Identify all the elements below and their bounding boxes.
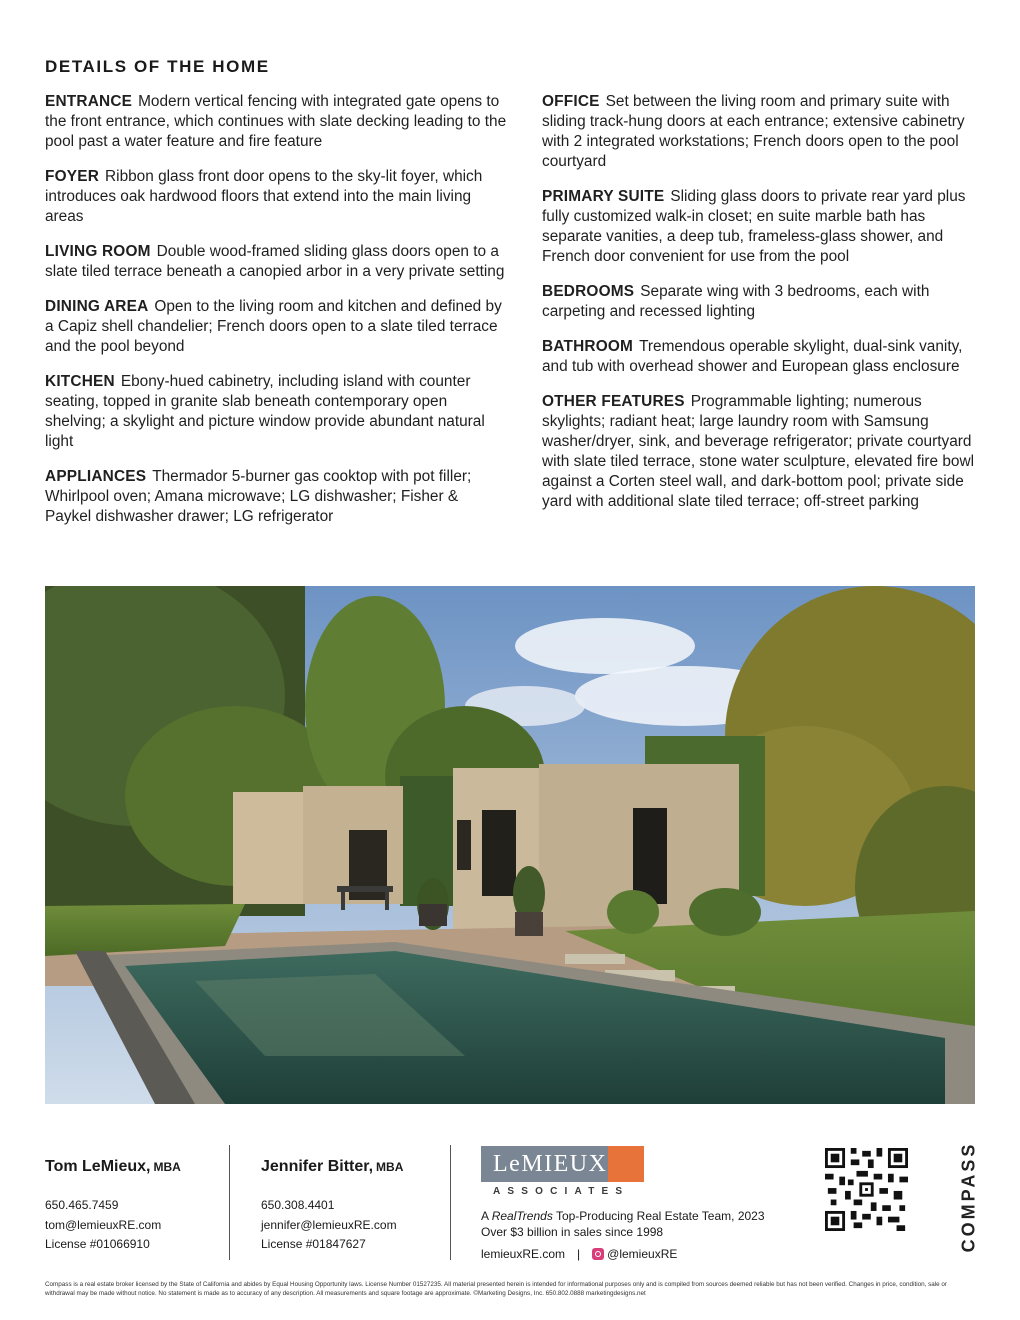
- detail-text: Sliding glass doors to private rear yard plus fully customized walk-in closet; en suite marble bath has separate vanities, a deep tub, frameless-glass shower, and French door convenient for use from the pool: [542, 188, 966, 265]
- detail-label: DINING AREA: [45, 298, 149, 315]
- instagram-icon: [592, 1248, 604, 1260]
- detail-other-features: [542, 392, 982, 512]
- agent-tom-lemieux: [45, 1158, 181, 1255]
- lemieux-associates-logo: [481, 1146, 644, 1197]
- logo-subtitle: ASSOCIATES: [493, 1186, 630, 1197]
- detail-text: Ribbon glass front door opens to the sky-lit foyer, which introduces oak hardwood floors that extend into the main living areas: [45, 168, 483, 225]
- logo-word: LeMIEUX: [493, 1151, 608, 1177]
- detail-text: Thermador 5-burner gas cooktop with pot filler; Whirlpool oven; Amana microwave; LG dishwasher; Fisher & Paykel dishwasher drawer; LG refrigerator: [45, 468, 472, 525]
- agent-name-text: Tom LeMieux,: [45, 1158, 151, 1175]
- tagline-realtrends: RealTrends: [491, 1209, 553, 1223]
- tagline-sales: Over $3 billion in sales since 1998: [481, 1225, 664, 1239]
- detail-office: [542, 92, 982, 172]
- detail-bathroom: [542, 337, 982, 377]
- detail-text: Separate wing with 3 bedrooms, each with carpeting and recessed lighting: [542, 283, 930, 320]
- agent-license: License #01847627: [261, 1237, 366, 1251]
- instagram-link[interactable]: @lemieuxRE: [607, 1247, 678, 1261]
- agent-title: MBA: [376, 1160, 404, 1174]
- home-pool-photo: [45, 586, 975, 1104]
- detail-text: Set between the living room and primary suite with sliding track-hung doors at each entrance; extensive cabinetry with 2 integrated workstations; French doors open to the pool courtyard: [542, 93, 965, 170]
- tagline-rest: Top-Producing Real Estate Team, 2023: [552, 1209, 765, 1223]
- detail-dining-area: [45, 297, 507, 357]
- detail-label: BEDROOMS: [542, 283, 635, 300]
- detail-label: PRIMARY SUITE: [542, 188, 665, 205]
- detail-text: Programmable lighting; numerous skylights; radiant heat; large laundry room with Samsung washer/dryer, sink, and beverage refrigerator; private courtyard with slate tiled terrace, stone water sculpture, elevated fire bowl against a Corten steel wall, and dark-bottom pool; private side yard with additional slate tiled terrace; off-street parking: [542, 393, 975, 510]
- compass-wordmark: COMPASS: [958, 1141, 979, 1253]
- agent-license: License #01066910: [45, 1237, 150, 1251]
- detail-text: Open to the living room and kitchen and defined by a Capiz shell chandelier; French doors open to a slate tiled terrace and the pool beyond: [45, 298, 502, 355]
- detail-label: BATHROOM: [542, 338, 634, 355]
- agent-email[interactable]: jennifer@lemieuxRE.com: [261, 1217, 397, 1232]
- detail-appliances: [45, 467, 507, 527]
- detail-text: Ebony-hued cabinetry, including island with counter seating, topped in granite slab beneath contemporary open shelving; a skylight and picture window provide abundant natural light: [45, 373, 485, 450]
- tagline-prefix: A: [481, 1209, 492, 1223]
- home-pool-illustration: [45, 586, 975, 1104]
- detail-living-room: [45, 242, 507, 282]
- detail-entrance: [45, 92, 507, 152]
- agent-phone[interactable]: 650.465.7459: [45, 1198, 119, 1212]
- detail-label: FOYER: [45, 168, 100, 185]
- detail-label: OTHER FEATURES: [542, 393, 685, 410]
- detail-label: OFFICE: [542, 93, 600, 110]
- detail-text: Modern vertical fencing with integrated gate opens to the front entrance, which continues with slate decking leading to the pool past a water feature and fire feature: [45, 93, 507, 150]
- logo-box: [481, 1146, 644, 1182]
- team-tagline: [481, 1208, 765, 1240]
- detail-text: Tremendous operable skylight, dual-sink vanity, and tub with overhead shower and European glass enclosure: [542, 338, 963, 375]
- detail-label: APPLIANCES: [45, 468, 147, 485]
- details-left-column: [45, 92, 507, 542]
- website-link[interactable]: lemieuxRE.com: [481, 1247, 566, 1261]
- link-separator: |: [577, 1247, 581, 1261]
- legal-disclaimer: Compass is a real estate broker licensed by the State of California and abides by Equal Housing Opportunity laws. License Number 01527235. All material presented herein is intended for informational purposes only and is compiled from sources deemed reliable but has not been verified. Changes in price, condition, sale or withdrawal may be made without notice. No statement is made as to accuracy of any description. All measurements and square footage are approximate. ©Marketing Designs, Inc. 650.802.0888 marketingdesigns.net: [45, 1281, 948, 1297]
- page-heading: DETAILS OF THE HOME: [45, 57, 270, 76]
- agent-jennifer-bitter: [261, 1158, 403, 1255]
- detail-kitchen: [45, 372, 507, 452]
- agent-phone[interactable]: 650.308.4401: [261, 1198, 335, 1212]
- agent-name-text: Jennifer Bitter,: [261, 1158, 374, 1175]
- divider: [450, 1145, 451, 1260]
- qr-code[interactable]: [825, 1148, 908, 1231]
- agent-name: [261, 1158, 403, 1176]
- agent-email[interactable]: tom@lemieuxRE.com: [45, 1217, 162, 1232]
- detail-bedrooms: [542, 282, 982, 322]
- detail-label: ENTRANCE: [45, 93, 133, 110]
- detail-primary-suite: [542, 187, 982, 267]
- detail-label: LIVING ROOM: [45, 243, 151, 260]
- agent-title: MBA: [153, 1160, 181, 1174]
- logo-accent: [608, 1146, 644, 1182]
- contact-links: [481, 1247, 677, 1261]
- compass-logo: [958, 1141, 980, 1253]
- divider: [229, 1145, 230, 1260]
- agent-name: [45, 1158, 181, 1176]
- detail-foyer: [45, 167, 507, 227]
- detail-text: Double wood-framed sliding glass doors open to a slate tiled terrace beneath a canopied arbor in a very private setting: [45, 243, 505, 280]
- details-right-column: [542, 92, 982, 527]
- detail-label: KITCHEN: [45, 373, 115, 390]
